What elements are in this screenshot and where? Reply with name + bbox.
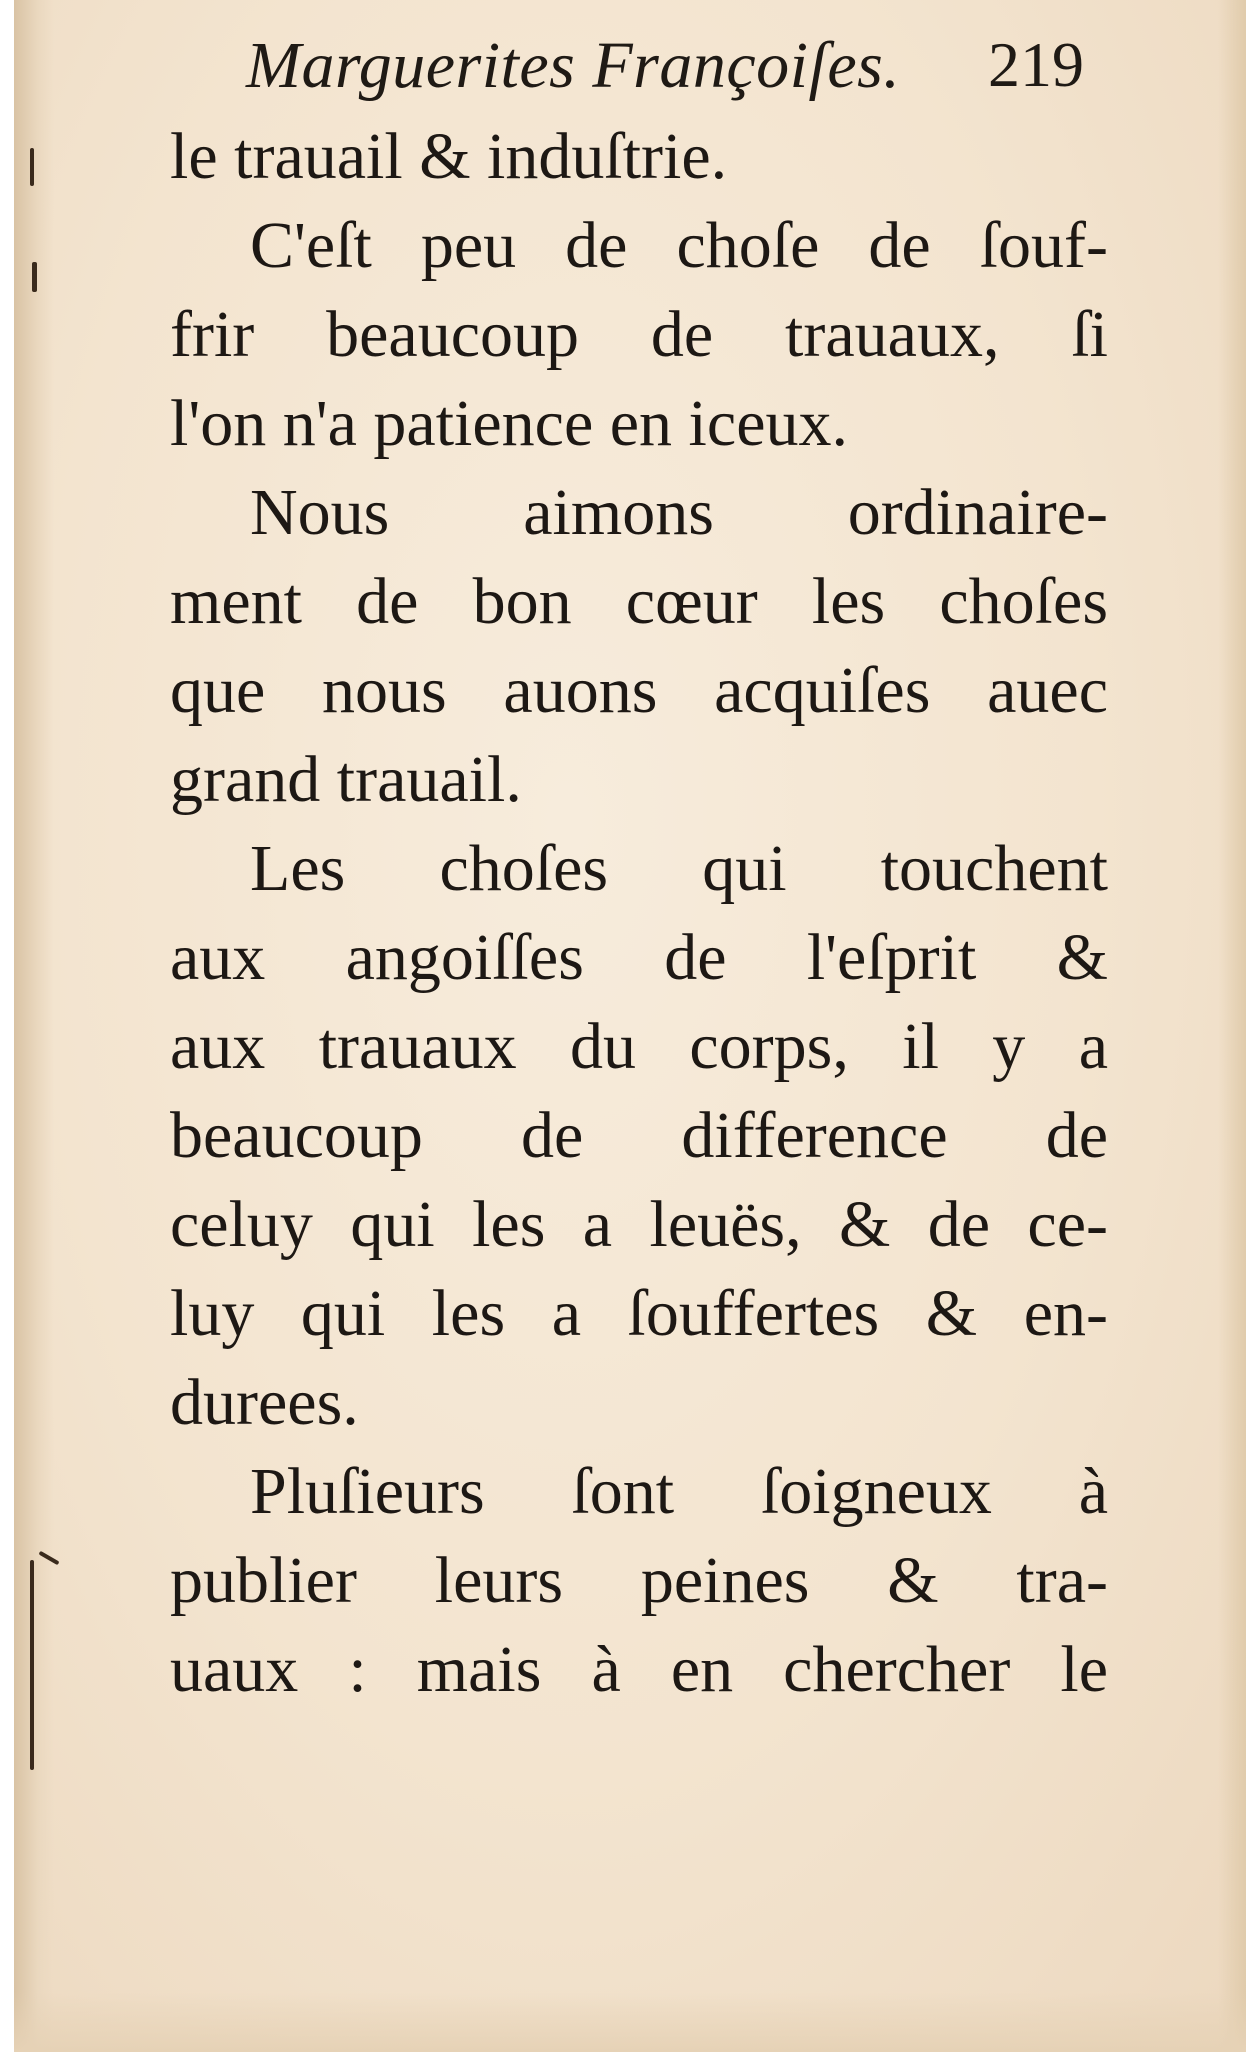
book-page	[14, 0, 1246, 2052]
text-line: C'eſt peu de choſe de ſouf-	[250, 209, 1108, 282]
text-line: ment de bon cœur les choſes	[170, 565, 1108, 638]
text-line: uaux : mais à en chercher le	[170, 1633, 1108, 1706]
text-line: frir beaucoup de trauaux, ſi	[170, 298, 1108, 371]
text-line: durees.	[170, 1366, 359, 1439]
page-edge-right	[1218, 0, 1246, 2052]
text-line: l'on n'a patience en iceux.	[170, 387, 848, 460]
text-line: le trauail & induſtrie.	[170, 120, 728, 193]
margin-mark	[30, 148, 34, 186]
text-line: Les choſes qui touchent	[250, 832, 1108, 905]
text-line: aux trauaux du corps, il y a	[170, 1010, 1108, 1083]
text-line: beaucoup de difference de	[170, 1099, 1108, 1172]
text-line: Nous aimons ordinaire-	[250, 476, 1108, 549]
body-text	[170, 112, 1108, 1714]
text-line: publier leurs peines & tra-	[170, 1544, 1108, 1617]
text-line: celuy qui les a leuës, & de ce-	[170, 1188, 1108, 1261]
text-line: grand trauail.	[170, 743, 522, 816]
text-line: que nous auons acquiſes auec	[170, 654, 1108, 727]
page-edge-bottom	[14, 1992, 1246, 2052]
text-line: aux angoiſſes de l'eſprit &	[170, 921, 1108, 994]
page-gutter	[14, 0, 54, 2052]
page-number: 219	[988, 29, 1084, 100]
text-line: luy qui les a ſouffertes & en-	[170, 1277, 1108, 1350]
running-header	[14, 22, 1246, 122]
margin-mark	[32, 262, 37, 292]
running-title: Marguerites Françoiſes.	[246, 29, 901, 102]
margin-mark	[30, 1560, 34, 1770]
text-line: Pluſieurs ſont ſoigneux à	[250, 1455, 1108, 1528]
